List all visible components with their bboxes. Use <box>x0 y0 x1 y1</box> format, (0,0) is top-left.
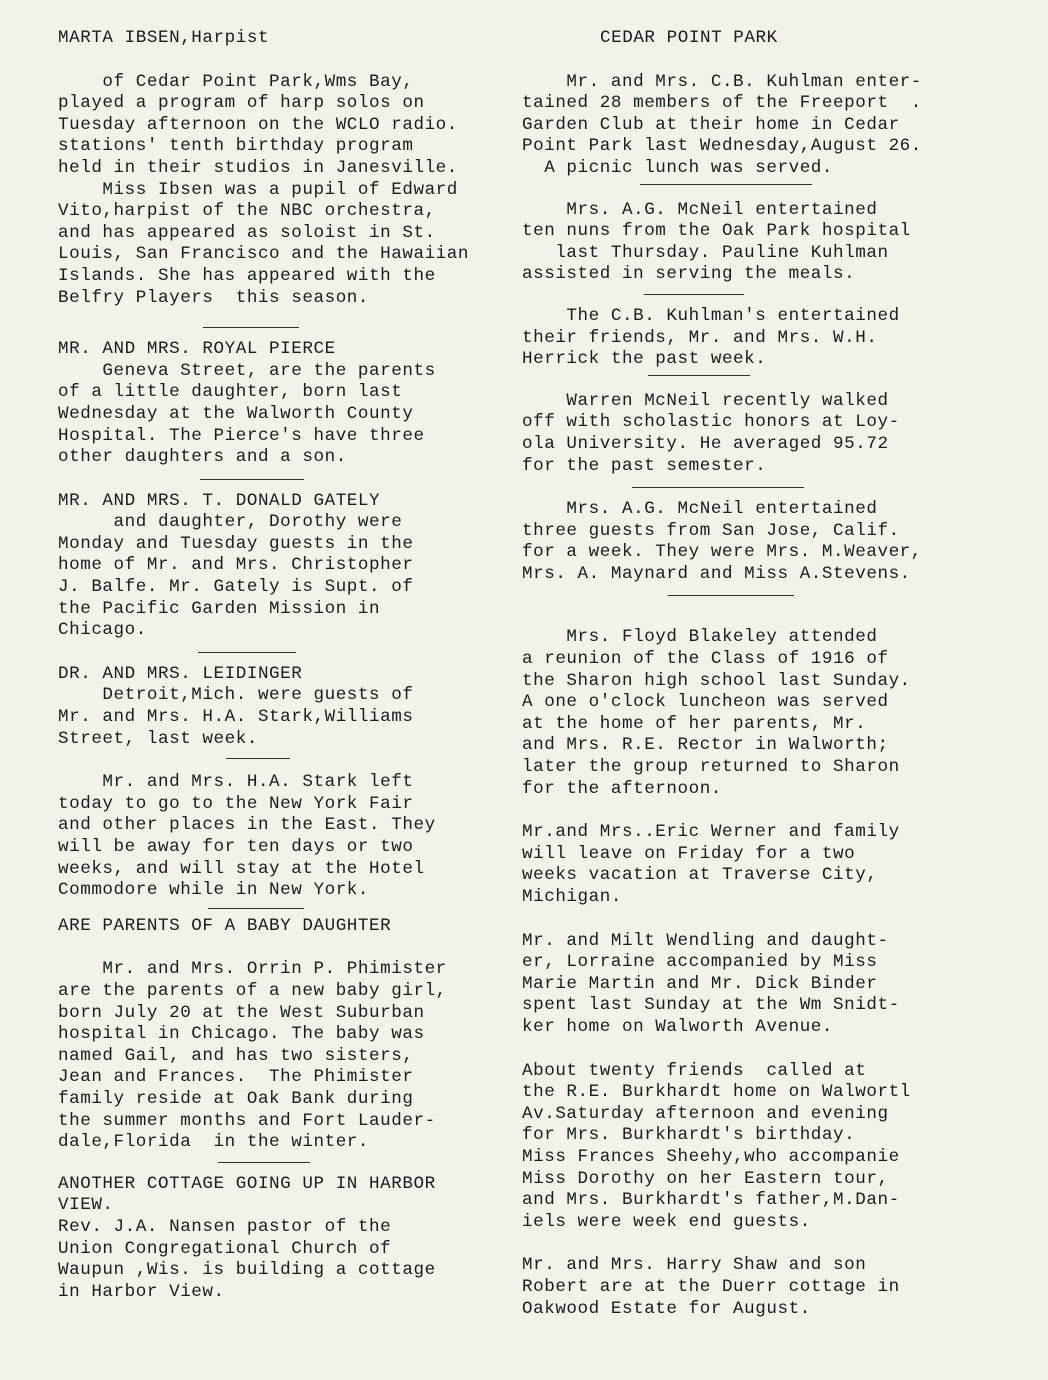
article-phimister <box>58 916 520 1154</box>
divider <box>200 479 304 480</box>
text-line: Islands. She has appeared with the <box>58 265 436 286</box>
text-line: Waupun ,Wis. is building a cottage <box>58 1260 436 1281</box>
text-line: Jean and Frances. The Phimister <box>58 1067 414 1088</box>
article-pierce <box>58 339 520 469</box>
text-line: iels were week end guests. <box>522 1211 811 1232</box>
headline: DR. AND MRS. LEIDINGER <box>58 663 303 684</box>
divider <box>203 327 299 328</box>
text-line: Herrick the past week. <box>522 349 767 370</box>
divider <box>218 1162 310 1163</box>
text-line: for the afternoon. <box>522 778 722 799</box>
text-line: a reunion of the Class of 1916 of <box>522 649 889 670</box>
text-line: named Gail, and has two sisters, <box>58 1045 414 1066</box>
text-line: Union Congregational Church of <box>58 1238 392 1259</box>
text-line: ten nuns from the Oak Park hospital <box>522 221 911 242</box>
text-line: Oakwood Estate for August. <box>522 1298 811 1319</box>
text-line: for Mrs. Burkhardt's birthday. <box>522 1125 856 1146</box>
text-line: and other places in the East. They <box>58 815 436 836</box>
text-line: the Pacific Garden Mission in <box>58 598 381 619</box>
text-line: About twenty friends called at <box>522 1060 867 1081</box>
text-line: of Cedar Point Park,Wms Bay, <box>58 71 414 92</box>
text-line: will be away for ten days or two <box>58 837 414 857</box>
headline: ANOTHER COTTAGE GOING UP IN HARBOR <box>58 1173 436 1194</box>
text-line: A picnic lunch was served. <box>522 157 834 178</box>
text-line: stations' tenth birthday program <box>58 136 414 157</box>
text-line: for a week. They were Mrs. M.Weaver, <box>522 542 922 563</box>
text-line: Marie Martin and Mr. Dick Binder <box>522 973 878 994</box>
article-gately <box>58 491 520 642</box>
text-line: Av.Saturday afternoon and evening <box>522 1103 889 1124</box>
divider <box>198 652 296 653</box>
text-line: Mrs. Floyd Blakeley attended <box>522 627 878 648</box>
text-line: Warren McNeil recently walked <box>522 390 889 411</box>
text-line: Vito,harpist of the NBC orchestra, <box>58 201 436 222</box>
text-line: in Harbor View. <box>58 1281 225 1302</box>
text-line: of a little daughter, born last <box>58 382 403 403</box>
text-line: Mrs. A.G. McNeil entertained <box>522 199 878 220</box>
text-line: Miss Dorothy on her Eastern tour, <box>522 1168 889 1189</box>
text-line: are the parents of a new baby girl, <box>58 980 447 1001</box>
text-line: Mr. and Mrs. H.A. Stark,Williams <box>58 707 414 728</box>
text-line: three guests from San Jose, Calif. <box>522 520 900 541</box>
text-line: Belfry Players this season. <box>58 287 370 308</box>
article-blakeley <box>522 627 992 800</box>
text-line: J. Balfe. Mr. Gately is Supt. of <box>58 577 414 598</box>
divider <box>668 595 794 596</box>
text-line: ola University. He averaged 95.72 <box>522 433 889 454</box>
text-line: Mr. and Milt Wendling and daught- <box>522 930 889 951</box>
text-line: Wednesday at the Walworth County <box>58 403 414 424</box>
text-line: Mr. and Mrs. Orrin P. Phimister <box>58 959 447 980</box>
text-line: assisted in serving the meals. <box>522 264 856 285</box>
text-line: Robert are at the Duerr cottage in <box>522 1276 900 1297</box>
divider <box>226 758 290 759</box>
divider <box>632 487 804 488</box>
article-kuhlman-garden-club <box>522 72 992 180</box>
text-line: Street, last week. <box>58 728 258 749</box>
text-line: spent last Sunday at the Wm Snidt- <box>522 995 900 1016</box>
text-line: Mr. and Mrs. C.B. Kuhlman enter- <box>522 71 922 92</box>
article-werner <box>522 822 992 908</box>
text-line: born July 20 at the West Suburban <box>58 1002 425 1023</box>
text-line: will leave on Friday for a two <box>522 843 856 864</box>
text-line: Rev. J.A. Nansen pastor of the <box>58 1216 392 1237</box>
headline: MR. AND MRS. ROYAL PIERCE <box>58 339 336 360</box>
divider <box>648 375 750 376</box>
text-line: Mrs. A. Maynard and Miss A.Stevens. <box>522 563 911 584</box>
article-cottage <box>58 1174 520 1304</box>
text-line: and Mrs. R.E. Rector in Walworth; <box>522 735 889 756</box>
text-line: at the home of her parents, Mr. <box>522 713 867 734</box>
divider <box>208 908 304 909</box>
article-wendling <box>522 931 992 1039</box>
text-line: off with scholastic honors at Loy- <box>522 412 900 433</box>
text-line: the R.E. Burkhardt home on Walwortl <box>522 1082 911 1103</box>
text-line: Mrs. A.G. McNeil entertained <box>522 499 878 520</box>
text-line: held in their studios in Janesville. <box>58 157 458 178</box>
article-san-jose-guests <box>522 499 992 585</box>
text-line: Mr.and Mrs..Eric Werner and family <box>522 822 900 843</box>
headline: MR. AND MRS. T. DONALD GATELY <box>58 490 381 511</box>
text-line: hospital in Chicago. The baby was <box>58 1024 425 1045</box>
text-line: Michigan. <box>522 887 622 907</box>
text-line: and daughter, Dorothy were <box>58 512 403 533</box>
text-line: The C.B. Kuhlman's entertained <box>522 305 900 326</box>
text-line: Mr. and Mrs. Harry Shaw and son <box>522 1255 867 1276</box>
text-line: ker home on Walworth Avenue. <box>522 1016 834 1037</box>
text-line: the summer months and Fort Lauder- <box>58 1110 436 1131</box>
text-line: Commodore while in New York. <box>58 880 370 901</box>
text-line: Louis, San Francisco and the Hawaiian <box>58 244 469 265</box>
column-header: CEDAR POINT PARK <box>600 28 778 48</box>
headline: MARTA IBSEN,Harpist <box>58 28 270 48</box>
text-line: Garden Club at their home in Cedar <box>522 114 900 135</box>
left-column <box>58 28 520 1303</box>
text-line: Detroit,Mich. were guests of <box>58 685 414 706</box>
text-line: for the past semester. <box>522 455 767 476</box>
text-line: home of Mr. and Mrs. Christopher <box>58 555 414 576</box>
text-line: the Sharon high school last Sunday. <box>522 670 911 691</box>
text-line: Miss Frances Sheehy,who accompanie <box>522 1146 900 1167</box>
text-line: Mr. and Mrs. H.A. Stark left <box>58 772 414 793</box>
text-line: tained 28 members of the Freeport . <box>522 93 922 114</box>
divider <box>640 184 812 185</box>
article-mcneil-nuns <box>522 200 992 286</box>
text-line: Geneva Street, are the parents <box>58 360 436 381</box>
text-line: their friends, Mr. and Mrs. W.H. <box>522 327 878 348</box>
article-burkhardt <box>522 1061 992 1234</box>
text-line: today to go to the New York Fair <box>58 793 414 814</box>
text-line: last Thursday. Pauline Kuhlman <box>522 242 889 263</box>
text-line: and Mrs. Burkhardt's father,M.Dan- <box>522 1190 900 1211</box>
article-leidinger <box>58 664 520 750</box>
text-line: Monday and Tuesday guests in the <box>58 533 414 554</box>
text-line: Miss Ibsen was a pupil of Edward <box>58 179 458 200</box>
text-line: VIEW. <box>58 1195 114 1216</box>
divider <box>644 294 744 295</box>
text-line: Hospital. The Pierce's have three <box>58 425 425 446</box>
article-marta-ibsen <box>58 28 520 309</box>
text-line: later the group returned to Sharon <box>522 757 900 778</box>
text-line: and has appeared as soloist in St. <box>58 222 436 243</box>
article-stark <box>58 772 520 902</box>
text-line: family reside at Oak Bank during <box>58 1088 414 1109</box>
article-shaw <box>522 1255 992 1320</box>
text-line: weeks, and will stay at the Hotel <box>58 858 425 879</box>
headline: ARE PARENTS OF A BABY DAUGHTER <box>58 915 392 936</box>
text-line: weeks vacation at Traverse City, <box>522 865 878 886</box>
text-line: er, Lorraine accompanied by Miss <box>522 952 878 973</box>
article-herrick <box>522 306 992 371</box>
text-line: A one o'clock luncheon was served <box>522 692 889 713</box>
text-line: Tuesday afternoon on the WCLO radio. <box>58 114 458 135</box>
article-warren-mcneil <box>522 391 992 477</box>
text-line: Chicago. <box>58 620 147 641</box>
text-line: dale,Florida in the winter. <box>58 1132 370 1153</box>
text-line: played a program of harp solos on <box>58 93 425 114</box>
right-column <box>522 28 992 1320</box>
text-line: other daughters and a son. <box>58 447 347 468</box>
text-line: Point Park last Wednesday,August 26. <box>522 136 922 157</box>
